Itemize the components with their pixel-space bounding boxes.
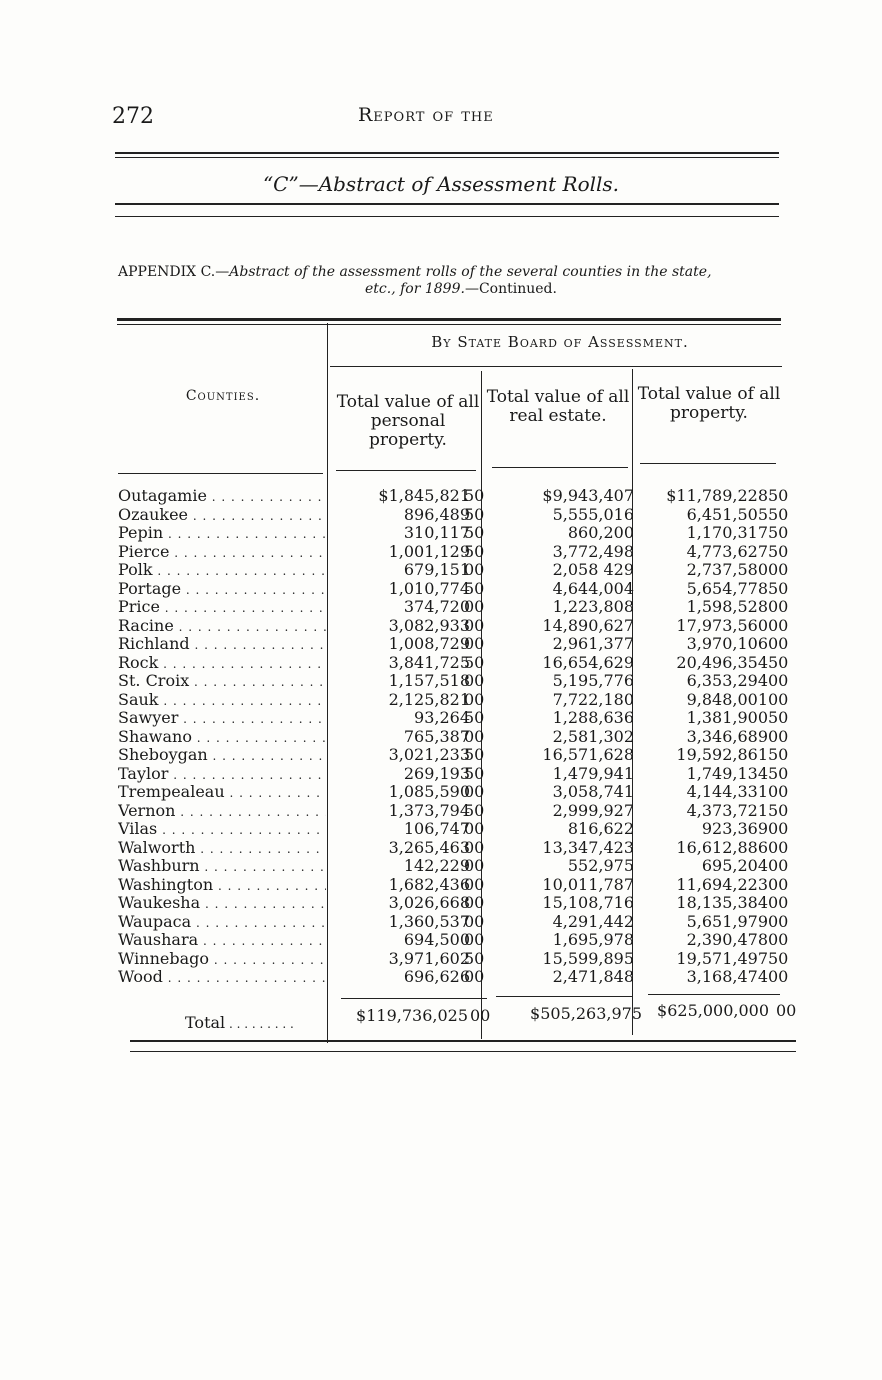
total-value: 923,369 (701, 819, 768, 838)
table-row (118, 506, 798, 525)
table-row (118, 894, 798, 913)
table-row (118, 783, 798, 802)
title-rule-2 (115, 216, 779, 217)
personal-value: 1,001,129 (388, 541, 470, 561)
total-value: 20,496,354 (676, 652, 768, 672)
total-value: 9,848,001 (686, 689, 768, 709)
personal-cents: 00 (464, 634, 485, 653)
personal-value: 1,010,774 (388, 578, 470, 598)
total-value: 6,451,505 (686, 504, 768, 524)
personal-cents: 50 (464, 504, 485, 524)
total-value: 16,612,886 (676, 837, 768, 857)
table-row (118, 765, 798, 784)
total-value: $11,789,228 (666, 486, 768, 505)
county-name: Price . . . (118, 598, 326, 618)
personal-cents: 50 (464, 708, 485, 727)
personal-cents: 00 (464, 689, 485, 709)
total-value: 5,651,979 (686, 911, 768, 931)
real-value: 5,195,776 (552, 671, 634, 690)
total-cents: 50 (768, 541, 789, 561)
col-header-personal: Total value of all personal property. (336, 392, 480, 450)
total-cents: 50 (768, 800, 789, 820)
real-value: 4,291,442 (552, 911, 634, 931)
total-cents: 00 (768, 726, 789, 746)
table-row (118, 728, 798, 747)
total-rule-personal (341, 998, 487, 999)
personal-cents: 50 (464, 578, 485, 598)
county-name: Waukesha . . . (118, 894, 326, 914)
personal-cents: 00 (464, 874, 485, 894)
total-cents: 50 (768, 504, 789, 524)
group-header: By State Board of Assessment. (431, 333, 689, 351)
total-value: 1,170,317 (686, 523, 768, 542)
header-bottom-rule-real (492, 467, 628, 468)
county-name: Shawano . . . (118, 728, 326, 748)
real-value: 2,999,927 (552, 800, 634, 820)
table-row (118, 876, 798, 895)
table-body (118, 487, 798, 987)
total-value: 3,346,689 (686, 726, 768, 746)
total-cents: 50 (768, 948, 789, 968)
total-value: 19,592,861 (676, 745, 768, 764)
total-all: $625,000,000 (657, 1001, 769, 1020)
personal-cents: 00 (464, 615, 485, 635)
personal-cents: 00 (464, 837, 485, 857)
personal-cents: 00 (464, 597, 485, 616)
personal-value: 765,387 (403, 726, 470, 746)
personal-cents: 50 (464, 523, 485, 542)
personal-cents: 00 (464, 856, 485, 875)
county-name: Sheboygan . . . (118, 746, 326, 766)
total-cents: 00 (768, 560, 789, 579)
county-name: Waupaca . . . (118, 913, 326, 933)
total-real: $505,263,975 (530, 1004, 642, 1023)
personal-cents: 00 (464, 819, 485, 838)
personal-cents: 50 (464, 763, 485, 783)
county-name: Polk . . . (118, 561, 326, 581)
title-rule-1 (115, 203, 779, 205)
county-name: Pierce . . . (118, 543, 326, 563)
table-row (118, 543, 798, 562)
total-cents: 00 (768, 634, 789, 653)
total-value: 11,694,223 (676, 874, 768, 894)
real-value: $9,943,407 (542, 486, 634, 505)
col-header-real: Total value of all real estate. (486, 387, 630, 426)
total-value: 5,654,778 (686, 578, 768, 598)
real-value: 860,200 (567, 523, 634, 542)
county-name: Vernon . . . (118, 802, 326, 822)
personal-value: 1,085,590 (388, 782, 470, 801)
county-name: Walworth . . . (118, 839, 326, 859)
personal-value: 2,125,821 (388, 689, 470, 709)
total-personal: $119,736,025 (356, 1006, 468, 1025)
real-value: 14,890,627 (542, 615, 634, 635)
personal-value: 1,682,436 (388, 874, 470, 894)
total-cents: 50 (768, 652, 789, 672)
personal-cents: 00 (464, 967, 485, 986)
total-value: 695,204 (701, 856, 768, 875)
table-row (118, 672, 798, 691)
header-bottom-rule-personal (336, 470, 476, 471)
bottom-rule-2 (130, 1051, 796, 1052)
table-row (118, 857, 798, 876)
table-row (118, 709, 798, 728)
total-all-cents: 00 (776, 1001, 797, 1020)
county-name: Pepin . . . (118, 524, 326, 544)
real-value: 1,223,808 (552, 597, 634, 616)
total-value: 4,773,627 (686, 541, 768, 561)
total-cents: 00 (768, 930, 789, 949)
table-row (118, 950, 798, 969)
real-value: 5,555,016 (552, 504, 634, 524)
appendix-continued: —Continued. (464, 281, 557, 297)
real-value: 1,695,978 (552, 930, 634, 949)
county-name: Taylor . . . (118, 765, 326, 785)
table-row (118, 691, 798, 710)
county-name: Portage . . . (118, 580, 326, 600)
running-head: Report of the (358, 104, 494, 126)
personal-cents: 00 (464, 893, 485, 912)
county-name: Waushara . . . (118, 931, 326, 951)
total-value: 3,168,474 (686, 967, 768, 986)
table-row (118, 524, 798, 543)
real-value: 15,108,716 (542, 893, 634, 912)
county-name: Wood . . . (118, 968, 326, 988)
total-value: 1,598,528 (686, 597, 768, 616)
county-name: Washburn . . . (118, 857, 326, 877)
total-cents: 00 (768, 967, 789, 986)
county-name: Sawyer . . . (118, 709, 326, 729)
appendix-italic-2: etc., for 1899. (365, 281, 465, 297)
total-value: 4,144,331 (686, 782, 768, 801)
page-number: 272 (112, 104, 154, 129)
personal-value: 3,026,668 (388, 893, 470, 912)
header-bottom-rule-counties (118, 473, 323, 474)
personal-cents: 00 (464, 726, 485, 746)
real-value: 16,654,629 (542, 652, 634, 672)
table-row (118, 635, 798, 654)
personal-cents: 50 (464, 652, 485, 672)
real-value: 3,058,741 (552, 782, 634, 801)
real-value: 16,571,628 (542, 745, 634, 764)
personal-value: 3,021,233 (388, 745, 470, 764)
table-row (118, 931, 798, 950)
real-value: 816,622 (567, 819, 634, 838)
personal-value: 694,500 (403, 930, 470, 949)
total-cents: 00 (768, 893, 789, 912)
real-value: 13,347,423 (542, 837, 634, 857)
table-row (118, 913, 798, 932)
real-value: 4,644,004 (552, 578, 634, 598)
personal-value: 106,747 (403, 819, 470, 838)
personal-value: 310,117 (403, 523, 470, 542)
county-name: Vilas . . . (118, 820, 326, 840)
real-value: 2,581,302 (552, 726, 634, 746)
personal-cents: 50 (464, 541, 485, 561)
personal-value: $1,845,821 (378, 486, 470, 505)
real-value: 1,288,636 (552, 708, 634, 727)
personal-value: 696,626 (403, 967, 470, 986)
personal-value: 896,489 (403, 504, 470, 524)
real-value: 7,722,180 (552, 689, 634, 709)
real-value: 1,479,941 (552, 763, 634, 783)
personal-cents: 50 (464, 948, 485, 968)
total-cents: 00 (768, 856, 789, 875)
table-top-rule-2 (117, 324, 781, 325)
total-value: 18,135,384 (676, 893, 768, 912)
total-personal-cents: 00 (470, 1006, 491, 1025)
table-row (118, 487, 798, 506)
appendix-caption (118, 264, 712, 280)
col-header-total: Total value of all property. (637, 384, 781, 423)
table-row (118, 968, 798, 987)
table-row (118, 617, 798, 636)
personal-value: 142,229 (403, 856, 470, 875)
county-name: Washington . . . (118, 876, 326, 896)
group-header-rule (330, 366, 782, 367)
personal-cents: 50 (464, 800, 485, 820)
table-row (118, 654, 798, 673)
county-name: Racine . . . (118, 617, 326, 637)
personal-value: 1,373,794 (388, 800, 470, 820)
appendix-italic-1: Abstract of the assessment rolls of the several counties in the state, (229, 264, 712, 280)
real-value: 2,961,377 (552, 634, 634, 653)
personal-value: 269,193 (403, 763, 470, 783)
real-value: 10,011,787 (542, 874, 634, 894)
table-row (118, 561, 798, 580)
personal-cents: 00 (464, 560, 485, 579)
county-name: Ozaukee . . . (118, 506, 326, 526)
personal-value: 374,720 (403, 597, 470, 616)
table-row (118, 598, 798, 617)
personal-cents: 00 (464, 671, 485, 690)
appendix-caption-2 (365, 281, 557, 297)
real-value: 2,471,848 (552, 967, 634, 986)
total-cents: 50 (768, 745, 789, 764)
total-value: 1,749,134 (686, 763, 768, 783)
total-cents: 00 (768, 689, 789, 709)
real-value: 552,975 (567, 856, 634, 875)
total-rule-total (648, 994, 780, 995)
personal-cents: 00 (464, 930, 485, 949)
header-bottom-rule-total (640, 463, 776, 464)
total-cents: 00 (768, 911, 789, 931)
total-label: Total . . . (185, 1013, 294, 1032)
county-name: Rock . . . (118, 654, 326, 674)
total-rule-real (496, 996, 632, 997)
total-value: 6,353,294 (686, 671, 768, 690)
real-value: 3,772,498 (552, 541, 634, 561)
county-name: St. Croix . . . (118, 672, 326, 692)
total-cents: 00 (768, 819, 789, 838)
table-row (118, 820, 798, 839)
counties-header: Counties. (185, 388, 261, 404)
personal-value: 3,971,602 (388, 948, 470, 968)
personal-cents: 50 (464, 486, 485, 505)
total-cents: 50 (768, 578, 789, 598)
appendix-label: APPENDIX C.— (118, 264, 230, 280)
personal-value: 3,841,725 (388, 652, 470, 672)
personal-value: 3,082,933 (388, 615, 470, 635)
total-cents: 00 (768, 671, 789, 690)
table-row (118, 802, 798, 821)
total-value: 2,390,478 (686, 930, 768, 949)
personal-cents: 00 (464, 782, 485, 801)
total-cents: 50 (768, 486, 789, 505)
county-name: Outagamie . . . (118, 487, 326, 507)
top-rule-2 (115, 157, 779, 158)
total-cents: 50 (768, 523, 789, 542)
county-name: Winnebago . . . (118, 950, 326, 970)
personal-value: 1,360,537 (388, 911, 470, 931)
bottom-rule-1 (130, 1040, 796, 1042)
table-row (118, 746, 798, 765)
personal-value: 1,008,729 (388, 634, 470, 653)
total-cents: 50 (768, 708, 789, 727)
county-name: Sauk . . . (118, 691, 326, 711)
table-row (118, 839, 798, 858)
total-cents: 00 (768, 597, 789, 616)
top-rule-1 (115, 152, 779, 154)
personal-value: 3,265,463 (388, 837, 470, 857)
total-value: 17,973,560 (676, 615, 768, 635)
personal-value: 93,264 (414, 708, 470, 727)
total-value: 3,970,106 (686, 634, 768, 653)
table-top-rule-1 (117, 318, 781, 321)
total-cents: 00 (768, 837, 789, 857)
real-value: 15,599,895 (542, 948, 634, 968)
personal-value: 679,151 (403, 560, 470, 579)
total-value: 1,381,900 (686, 708, 768, 727)
section-title: “C”—Abstract of Assessment Rolls. (262, 172, 620, 196)
table-row (118, 580, 798, 599)
real-value: 2,058 429 (552, 560, 634, 579)
total-cents: 00 (768, 782, 789, 801)
total-cents: 00 (768, 615, 789, 635)
county-name: Richland . . . (118, 635, 326, 655)
total-value: 2,737,580 (686, 560, 768, 579)
total-cents: 50 (768, 763, 789, 783)
county-name: Trempealeau . . . (118, 783, 326, 803)
total-value: 4,373,721 (686, 800, 768, 820)
personal-cents: 00 (464, 911, 485, 931)
personal-value: 1,157,518 (388, 671, 470, 690)
total-cents: 00 (768, 874, 789, 894)
personal-cents: 50 (464, 745, 485, 764)
total-value: 19,571,497 (676, 948, 768, 968)
